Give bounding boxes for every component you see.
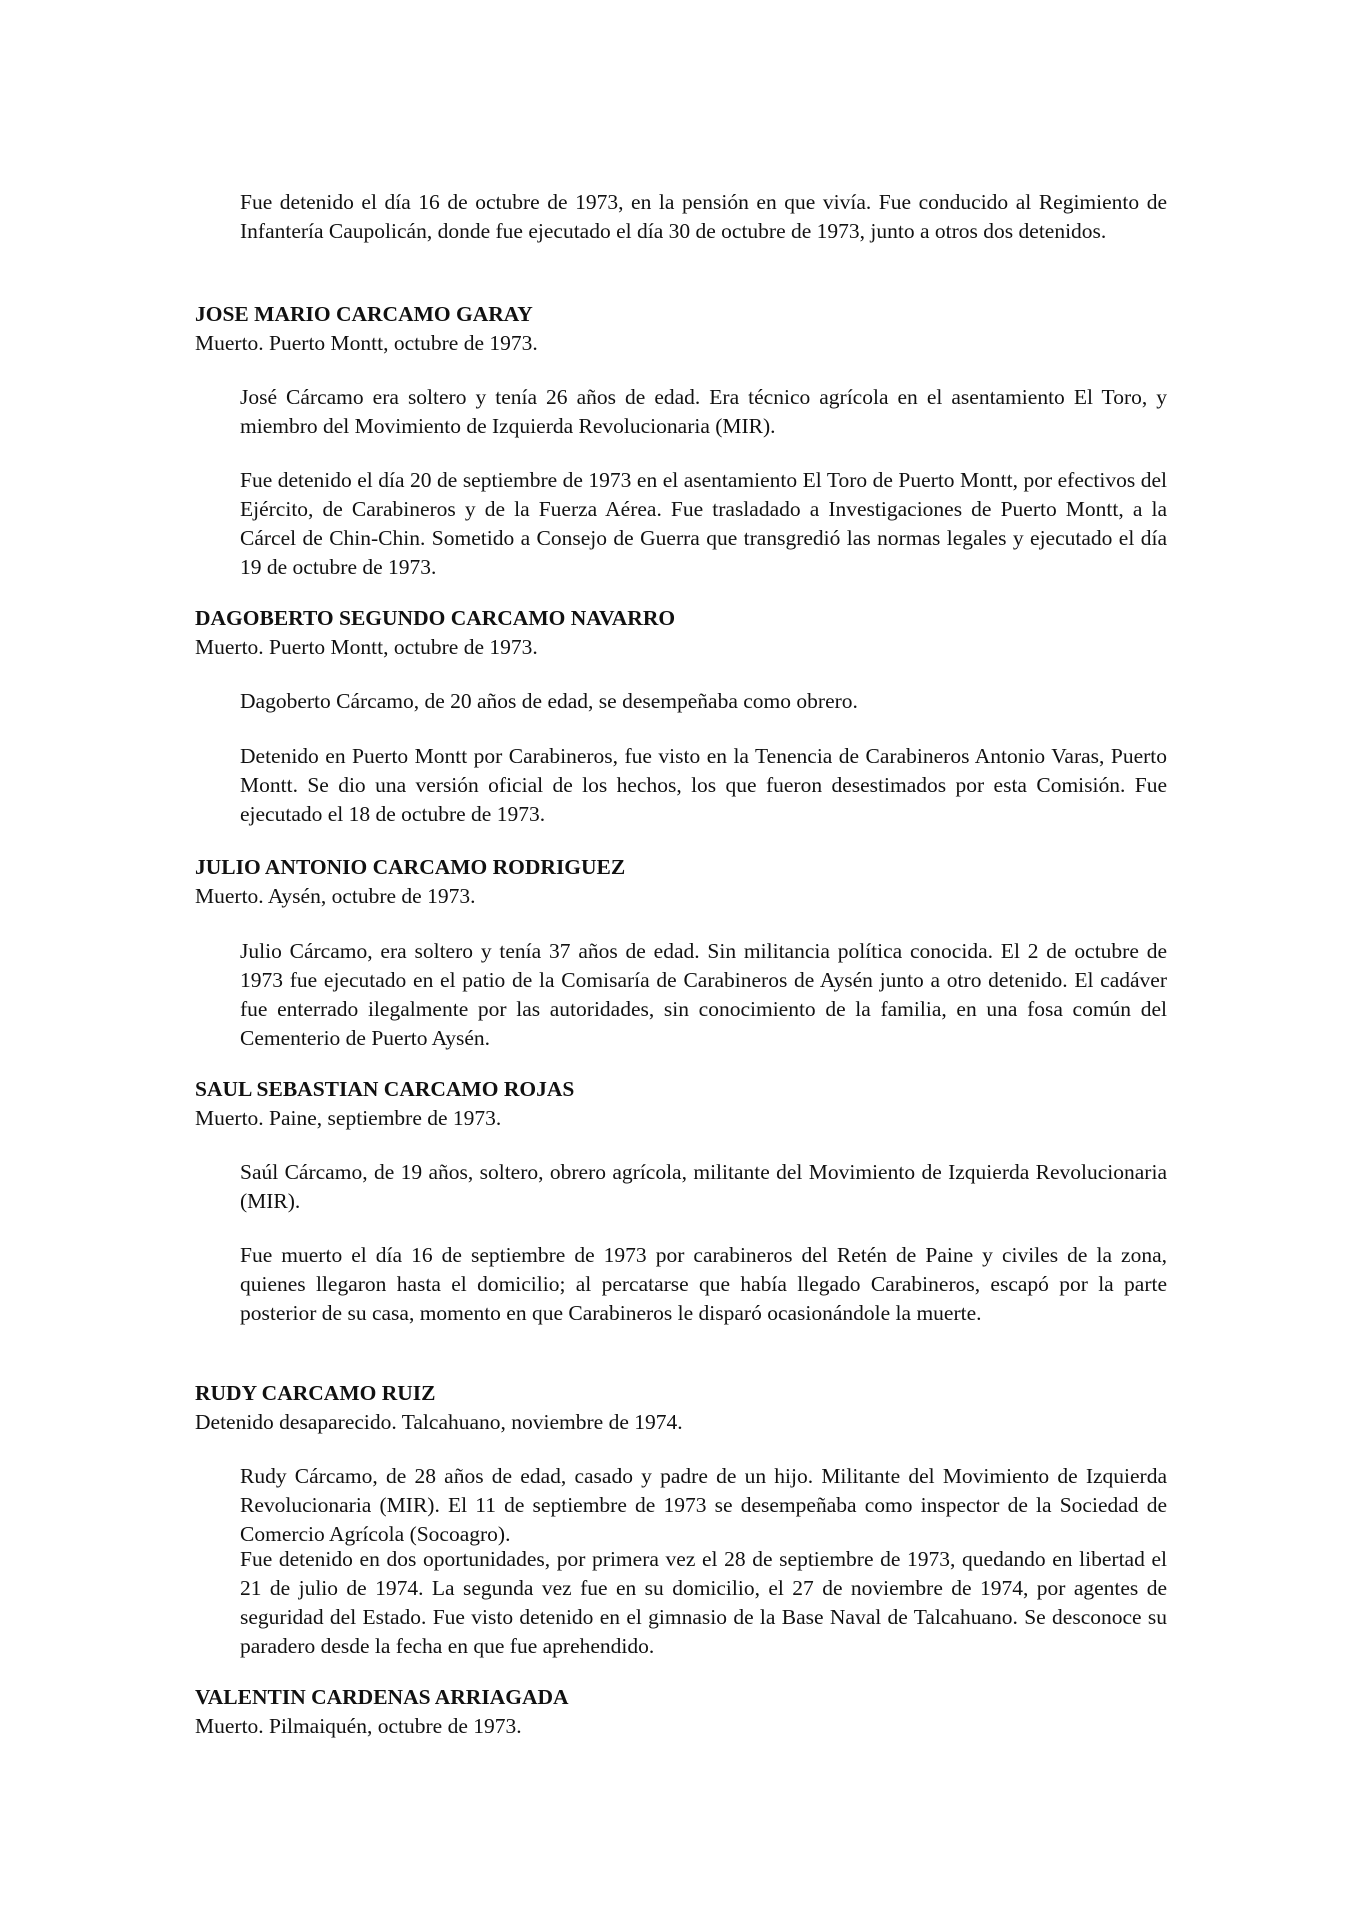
person-name: DAGOBERTO SEGUNDO CARCAMO NAVARRO (195, 606, 676, 630)
paragraph: Fue detenido el día 20 de septiembre de 1973 en el asentamiento El Toro de Puerto Montt, por efectivos del Ejército, de Carabineros y de la Fuerza Aérea. Fue trasladado a Investigaciones de Puerto Montt, a la Cárcel de Chin-Chin. Sometido a Consejo de Guerra que transgredió las normas legales y ejecutado el día 19 de octubre de 1973. (240, 468, 1167, 579)
entry-heading (195, 300, 1195, 358)
person-name: JOSE MARIO CARCAMO GARAY (195, 302, 533, 326)
entry-heading (195, 1379, 1195, 1437)
entry-status: Muerto. Pilmaiquén, octubre de 1973. (195, 1714, 522, 1738)
entry-heading (195, 1683, 1195, 1741)
entry-status: Muerto. Puerto Montt, octubre de 1973. (195, 635, 538, 659)
paragraph: Fue muerto el día 16 de septiembre de 1973 por carabineros del Retén de Paine y civiles de la zona, quienes llegaron hasta el domicilio; al percatarse que había llegado Carabineros, escapó por la parte posterior de su casa, momento en que Carabineros le disparó ocasionándole la muerte. (240, 1243, 1167, 1325)
paragraph: Fue detenido en dos oportunidades, por primera vez el 28 de septiembre de 1973, quedando en libertad el 21 de julio de 1974. La segunda vez fue en su domicilio, el 27 de noviembre de 1974, por agentes de seguridad del Estado. Fue visto detenido en el gimnasio de la Base Naval de Talcahuano. Se desconoce su paradero desde la fecha en que fue aprehendido. (240, 1547, 1167, 1658)
entry-heading (195, 853, 1195, 911)
entry-status: Detenido desaparecido. Talcahuano, noviembre de 1974. (195, 1410, 683, 1434)
entry-heading (195, 604, 1195, 662)
entry-heading (195, 1075, 1195, 1133)
paragraph: Detenido en Puerto Montt por Carabineros, fue visto en la Tenencia de Carabineros Antonio Varas, Puerto Montt. Se dio una versión oficial de los hechos, los que fueron desestimados por esta Comisión. Fue ejecutado el 18 de octubre de 1973. (240, 744, 1167, 826)
person-name: SAUL SEBASTIAN CARCAMO ROJAS (195, 1077, 575, 1101)
person-name: VALENTIN CARDENAS ARRIAGADA (195, 1685, 569, 1709)
paragraph: Saúl Cárcamo, de 19 años, soltero, obrero agrícola, militante del Movimiento de Izquierda Revolucionaria (MIR). (240, 1160, 1167, 1213)
paragraph: José Cárcamo era soltero y tenía 26 años de edad. Era técnico agrícola en el asentamiento El Toro, y miembro del Movimiento de Izquierda Revolucionaria (MIR). (240, 385, 1167, 438)
paragraph: Rudy Cárcamo, de 28 años de edad, casado y padre de un hijo. Militante del Movimiento de Izquierda Revolucionaria (MIR). El 11 de septiembre de 1973 se desempeñaba como inspector de la Sociedad de Comercio Agrícola (Socoagro). (240, 1464, 1167, 1546)
entry-status: Muerto. Puerto Montt, octubre de 1973. (195, 331, 538, 355)
paragraph: Dagoberto Cárcamo, de 20 años de edad, se desempeñaba como obrero. (240, 689, 858, 713)
person-name: JULIO ANTONIO CARCAMO RODRIGUEZ (195, 855, 626, 879)
person-name: RUDY CARCAMO RUIZ (195, 1381, 436, 1405)
paragraph: Julio Cárcamo, era soltero y tenía 37 años de edad. Sin militancia política conocida. El 2 de octubre de 1973 fue ejecutado en el patio de la Comisaría de Carabineros de Aysén junto a otro detenido. El cadáver fue enterrado ilegalmente por las autoridades, sin conocimiento de la familia, en una fosa común del Cementerio de Puerto Aysén. (240, 939, 1167, 1050)
entry-status: Muerto. Aysén, octubre de 1973. (195, 884, 476, 908)
paragraph: Fue detenido el día 16 de octubre de 1973, en la pensión en que vivía. Fue conducido al Regimiento de Infantería Caupolicán, donde fue ejecutado el día 30 de octubre de 1973, junto a otros dos detenidos. (240, 190, 1167, 243)
entry-status: Muerto. Paine, septiembre de 1973. (195, 1106, 502, 1130)
